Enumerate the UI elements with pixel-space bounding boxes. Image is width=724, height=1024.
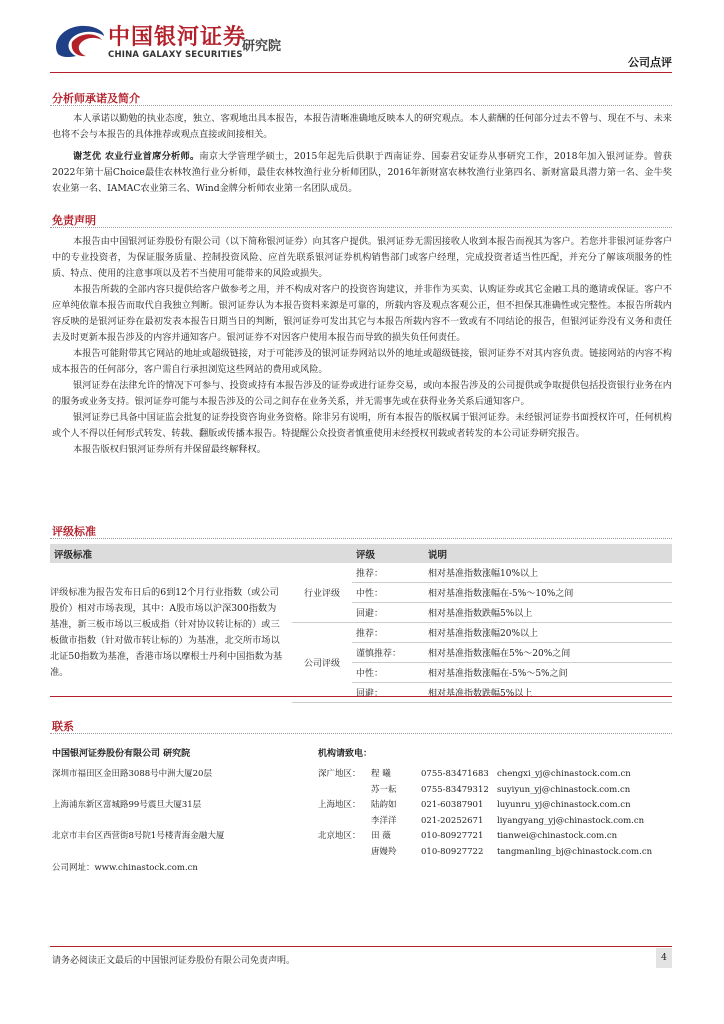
analyst-bio bbox=[52, 149, 672, 197]
rating-explanation: 相对基准指数涨幅10%以上 bbox=[424, 563, 672, 583]
company-website[interactable]: 公司网址：www.chinastock.com.cn bbox=[52, 863, 198, 873]
rating-section-title: 评级标准 bbox=[52, 525, 96, 538]
rating-table-bottom-rule bbox=[50, 696, 672, 697]
contact-section-title: 联系 bbox=[52, 720, 74, 733]
brand-subtitle: 研究院 bbox=[242, 39, 282, 54]
contact-person-name: 李洋洋 bbox=[371, 815, 397, 826]
rating-explanation: 相对基准指数涨幅在-5%～10%之间 bbox=[424, 583, 672, 603]
rating-explanation: 相对基准指数跌幅5%以上 bbox=[424, 683, 672, 703]
analyst-commitment: 本人承诺以勤勉的执业态度，独立、客观地出具本报告，本报告清晰准确地反映本人的研究观点。本人薪酬的任何部分过去不曾与、现在不与、未来也将不会与本报告的具体推荐或观点直接或间接相关。 bbox=[52, 113, 672, 140]
page-number: 4 bbox=[656, 948, 672, 968]
disclaimer-paragraph: 银河证券已具备中国证监会批复的证券投资咨询业务资格。除非另有说明，所有本报告的版权属于银河证券。未经银河证券书面授权许可，任何机构或个人不得以任何形式转发、转载、翻版或传播本报告。特提醒公众投资者慎重使用未经授权刊载或者转发的本公司证券研究报告。 bbox=[52, 412, 672, 439]
region-shanghai: 上海地区： bbox=[318, 800, 361, 810]
contact-person-name: 陆韵如 bbox=[371, 800, 397, 811]
disclaimer-section-rule bbox=[50, 227, 672, 228]
contact-person bbox=[371, 783, 652, 799]
disclaimer-body bbox=[52, 234, 672, 458]
rating-explanation: 相对基准指数涨幅20%以上 bbox=[424, 623, 672, 643]
address-shanghai: 上海浦东新区富城路99号震旦大厦31层 bbox=[52, 800, 202, 810]
header-rule bbox=[50, 72, 672, 73]
contact-person-email[interactable]: luyunru_yj@chinastock.com.cn bbox=[497, 800, 631, 811]
rating-grade: 回避： bbox=[352, 603, 424, 623]
rating-grade: 推荐： bbox=[352, 623, 424, 643]
rating-grade: 推荐： bbox=[352, 563, 424, 583]
contact-person-phone: 021-20252671 bbox=[421, 815, 484, 826]
contact-person bbox=[371, 845, 652, 861]
contact-person-email[interactable]: liyangyang_yj@chinastock.com.cn bbox=[497, 815, 645, 826]
analyst-bio-text: 南京大学管理学硕士，2015年起先后供职于西南证券、国泰君安证券从事研究工作，2018年加入银河证券。曾获2022年第十届Choice最佳农林牧渔行业分析师，最佳农林牧渔行业分析师团队，2016年新财富农林牧渔行业第四名、新财富最具潜力第一名、金牛奖农业第一名、IAMAC农业第三名、Wind金牌分析师农业第一名团队成员。 bbox=[52, 151, 672, 194]
rating-table bbox=[50, 544, 672, 703]
contact-section-rule bbox=[50, 733, 672, 734]
rating-section-rule bbox=[50, 538, 672, 539]
company-rating-label: 公司评级 bbox=[292, 623, 352, 703]
analyst-section-body bbox=[52, 111, 672, 197]
rating-grade: 中性： bbox=[352, 663, 424, 683]
region-shenzhen: 深广地区： bbox=[318, 769, 361, 779]
analyst-section-title: 分析师承诺及简介 bbox=[52, 92, 140, 105]
rating-grade: 回避： bbox=[352, 683, 424, 703]
rating-header-standard: 评级标准 bbox=[50, 544, 352, 563]
rating-header-desc: 说明 bbox=[424, 544, 672, 563]
contact-person-phone: 021-60387901 bbox=[421, 800, 484, 811]
table-row bbox=[50, 563, 672, 583]
contact-person-name: 唐嫚羚 bbox=[371, 846, 397, 857]
contact-person bbox=[371, 767, 652, 783]
address-beijing: 北京市丰台区西营街8号院1号楼青海金融大厦 bbox=[52, 831, 225, 841]
contact-person-phone: 010-80927722 bbox=[421, 846, 484, 857]
disclaimer-paragraph: 本报告由中国银河证券股份有限公司（以下简称银河证券）向其客户提供。银河证券无需因接收人收到本报告而视其为客户。若您并非银河证券客户中的专业投资者，为保证服务质量、控制投资风险、应首先联系银河证券机构销售部门或客户经理，完成投资者适当性匹配，并充分了解该项服务的性质、特点、使用的注意事项以及若不当使用可能带来的风险或损失。 bbox=[52, 236, 672, 279]
rating-description: 评级标准为报告发布日后的6到12个月行业指数（或公司股价）相对市场表现，其中：A股市场以沪深300指数为基准，新三板市场以三板成指（针对协议转让标的）或三板做市指数（针对做市转让标的）为基准，北交所市场以北证50指数为基准，香港市场以摩根士丹利中国指数为基准。 bbox=[50, 586, 283, 678]
footer-notice: 请务必阅读正文最后的中国银河证券股份有限公司免责声明。 bbox=[52, 956, 296, 966]
disclaimer-paragraph: 本报告可能附带其它网站的地址或超级链接，对于可能涉及的银河证券网站以外的地址或超级链接，银河证券不对其内容负责。链接网站的内容不构成本报告的任何部分，客户需自行承担浏览这些网站的费用或风险。 bbox=[52, 348, 672, 375]
contact-person-list bbox=[371, 767, 652, 861]
rating-grade: 中性： bbox=[352, 583, 424, 603]
contact-person-email[interactable]: tangmanling_bj@chinastock.com.cn bbox=[497, 846, 653, 857]
contact-person-email[interactable]: suyiyun_yj@chinastock.com.cn bbox=[497, 784, 631, 795]
disclaimer-section-title: 免责声明 bbox=[52, 214, 96, 227]
contact-person-name: 程 曦 bbox=[371, 769, 391, 779]
analyst-section-rule bbox=[50, 105, 672, 106]
footer-rule bbox=[50, 946, 672, 947]
contact-person-phone: 0755-83471683 bbox=[421, 769, 489, 779]
brand-name: 中国银河证券 bbox=[108, 25, 247, 50]
brand-english-name: CHINA GALAXY SECURITIES bbox=[108, 50, 243, 60]
contact-person bbox=[371, 814, 652, 830]
contact-person-name: 苏一耘 bbox=[371, 784, 397, 795]
address-shenzhen: 深圳市福田区金田路3088号中洲大厦20层 bbox=[52, 769, 212, 779]
contact-sales-title: 机构请致电： bbox=[318, 749, 373, 759]
industry-rating-label: 行业评级 bbox=[292, 563, 352, 623]
contact-person-email[interactable]: tianwei@chinastock.com.cn bbox=[497, 831, 618, 842]
rating-explanation: 相对基准指数涨幅在-5%～5%之间 bbox=[424, 663, 672, 683]
disclaimer-paragraph: 本报告版权归银河证券所有并保留最终解释权。 bbox=[73, 444, 266, 455]
galaxy-logo-icon bbox=[50, 22, 108, 62]
document-type: 公司点评 bbox=[628, 56, 672, 69]
contact-person-phone: 010-80927721 bbox=[421, 831, 484, 842]
analyst-name: 谢芝优 农业行业首席分析师。 bbox=[73, 151, 200, 162]
contact-person bbox=[371, 829, 652, 845]
contact-person bbox=[371, 798, 652, 814]
contact-person-name: 田 薇 bbox=[371, 831, 391, 842]
contact-company: 中国银河证券股份有限公司 研究院 bbox=[52, 749, 191, 759]
rating-explanation: 相对基准指数涨幅在5%～20%之间 bbox=[424, 643, 672, 663]
rating-header-grade: 评级 bbox=[352, 544, 424, 563]
rating-table-wrap bbox=[50, 544, 672, 703]
contact-person-email[interactable]: chengxi_yj@chinastock.com.cn bbox=[497, 769, 631, 779]
region-beijing: 北京地区： bbox=[318, 831, 361, 841]
rating-grade: 谨慎推荐： bbox=[352, 643, 424, 663]
contact-person-phone: 0755-83479312 bbox=[421, 784, 489, 795]
rating-explanation: 相对基准指数跌幅5%以上 bbox=[424, 603, 672, 623]
disclaimer-paragraph: 银河证券在法律允许的情况下可参与、投资或持有本报告涉及的证券或进行证券交易，或向本报告涉及的公司提供或争取提供包括投资银行业务在内的服务或业务支持。银河证券可能与本报告涉及的公司之间存在业务关系，并无需事先或在获得业务关系后通知客户。 bbox=[52, 380, 672, 407]
rating-header-row bbox=[50, 544, 672, 563]
disclaimer-paragraph: 本报告所载的全部内容只提供给客户做参考之用，并不构成对客户的投资咨询建议，并非作为买卖、认购证券或其它金融工具的邀请或保证。客户不应单纯依靠本报告而取代自我独立判断。银河证券认为本报告资料来源是可靠的，所载内容及观点客观公正，但不担保其准确性或完整性。本报告所载内容反映的是银河证券在最初发表本报告日期当日的判断，银河证券可发出其它与本报告所载内容不一致或有不同结论的报告，但银河证券没有义务和责任去及时更新本报告涉及的内容并通知客户。银河证券不对因客户使用本报告而导致的损失负任何责任。 bbox=[52, 284, 672, 343]
